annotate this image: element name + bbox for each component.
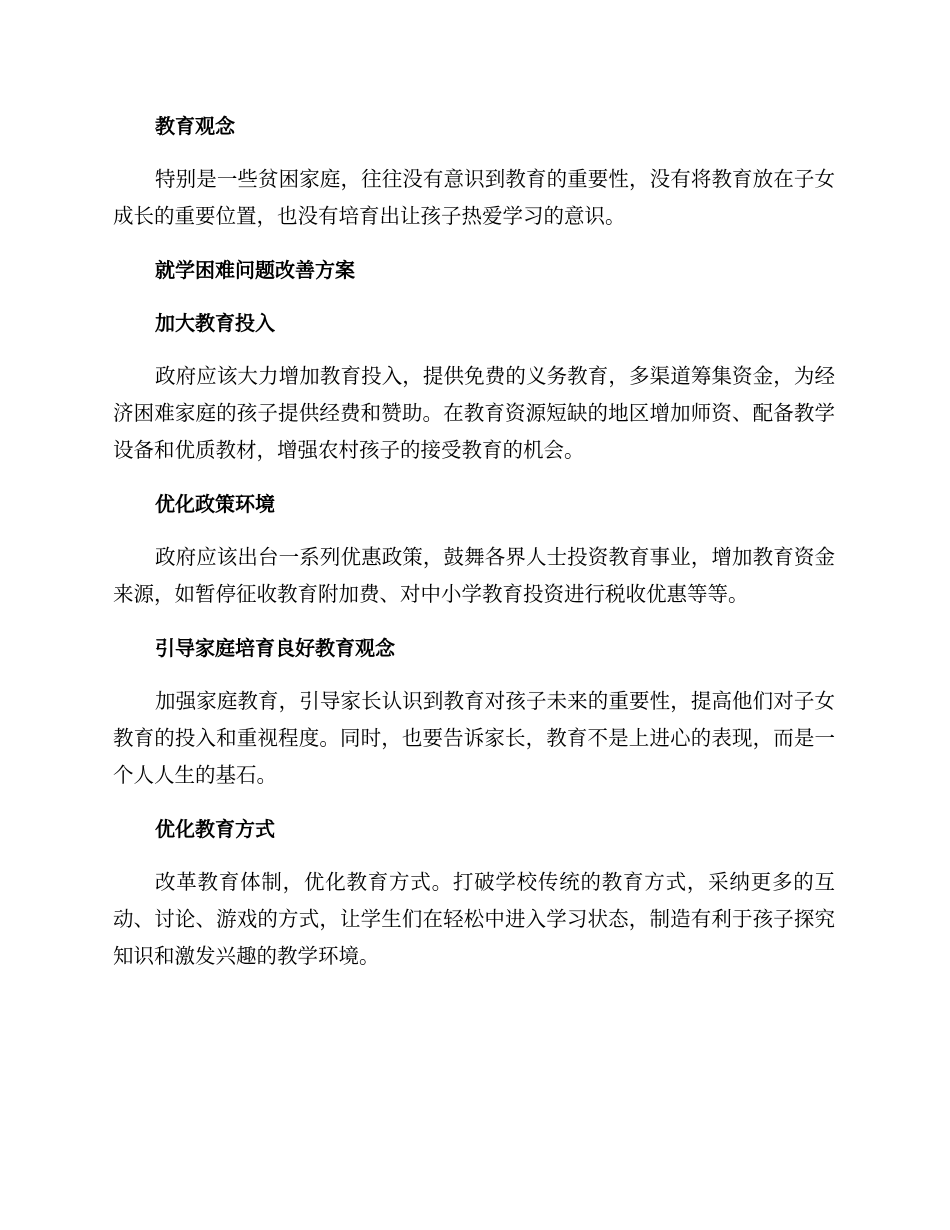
section-heading-education-concept: 教育观念 <box>155 114 235 138</box>
section-body-policy-environment: 政府应该出台一系列优惠政策，鼓舞各界人士投资教育事业，增加教育资金来源，如暂停征收教育附加费、对中小学教育投资进行税收优惠等等。 <box>113 545 835 606</box>
section-heading-teaching-methods: 优化教育方式 <box>155 817 275 841</box>
section-heading-improvement-plan: 就学困难问题改善方案 <box>155 258 355 282</box>
section-body-education-concept: 特别是一些贫困家庭，往往没有意识到教育的重要性，没有将教育放在子女成长的重要位置，也没有培育出让孩子热爱学习的意识。 <box>113 167 835 228</box>
section-heading-policy-environment: 优化政策环境 <box>155 492 275 516</box>
section-heading-increase-investment: 加大教育投入 <box>155 311 275 335</box>
section-body-teaching-methods: 改革教育体制，优化教育方式。打破学校传统的教育方式，采纳更多的互动、讨论、游戏的方式，让学生们在轻松中进入学习状态，制造有利于孩子探究知识和激发兴趣的教学环境。 <box>113 870 835 968</box>
section-heading-family-guidance: 引导家庭培育良好教育观念 <box>155 636 395 660</box>
document-page <box>113 108 835 992</box>
section-body-increase-investment: 政府应该大力增加教育投入，提供免费的义务教育，多渠道筹集资金，为经济困难家庭的孩子提供经费和赞助。在教育资源短缺的地区增加师资、配备教学设备和优质教材，增强农村孩子的接受教育的机会。 <box>113 364 835 462</box>
section-body-family-guidance: 加强家庭教育，引导家长认识到教育对孩子未来的重要性，提高他们对子女教育的投入和重视程度。同时，也要告诉家长，教育不是上进心的表现，而是一个人人生的基石。 <box>113 689 835 787</box>
